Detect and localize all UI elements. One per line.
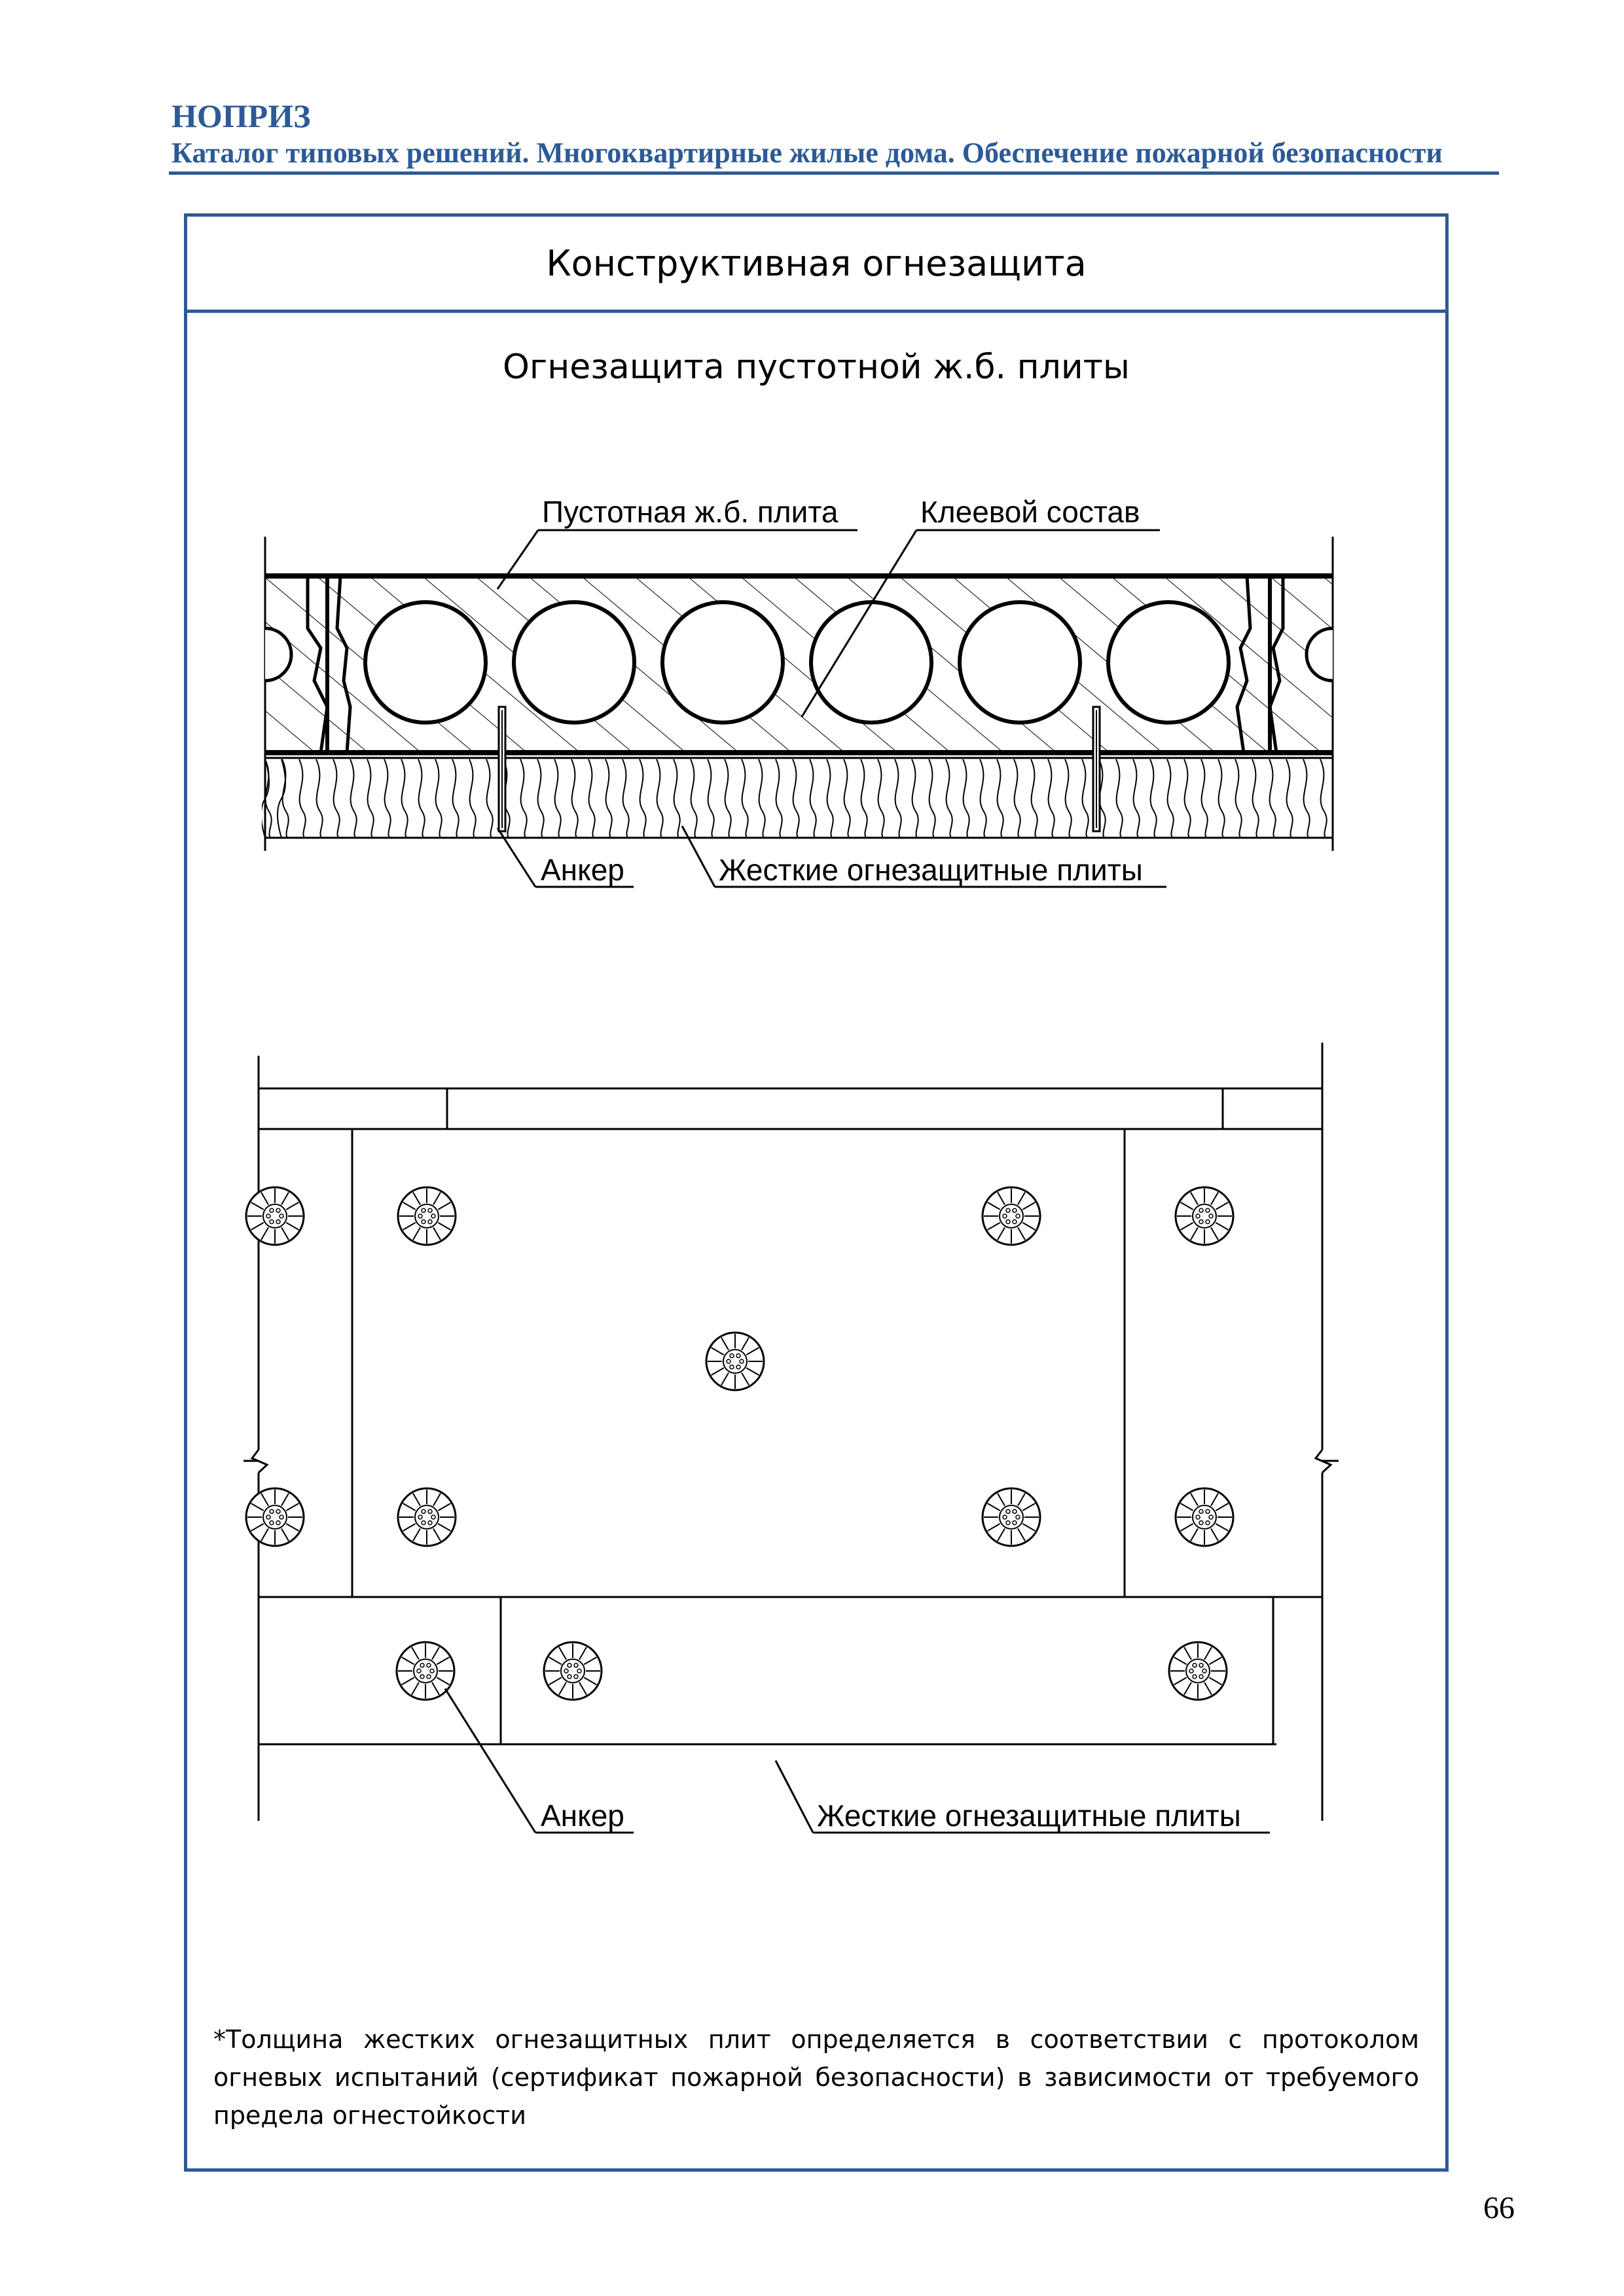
anchor-washer-icon xyxy=(246,1488,304,1546)
section-view xyxy=(261,495,1333,887)
label-anchor-section: Анкер xyxy=(541,853,624,887)
plan-view xyxy=(244,1043,1339,1833)
label-hollow-slab: Пустотная ж.б. плита xyxy=(542,495,839,529)
label-anchor-plan: Анкер xyxy=(541,1799,624,1833)
page-number: 66 xyxy=(1483,2191,1515,2225)
anchor-washer-icon xyxy=(983,1488,1040,1546)
anchor-washer-icon xyxy=(398,1488,456,1546)
anchor-washer-icon xyxy=(1176,1488,1233,1546)
header-subtitle: Каталог типовых решений. Многоквартирные жилые дома. Обеспечение пожарной безопасности xyxy=(171,137,1443,169)
section-title: Конструктивная огнезащита xyxy=(187,217,1445,313)
fire-protection-boards-section xyxy=(261,758,1333,838)
footnote: *Толщина жестких огнезащитных плит определяется в соответствии с протоколом огневых испытаний (сертификат пожарной безопасности) в зависимости от требуемого предела огнестойкости xyxy=(213,2025,1419,2130)
anchor-section-left xyxy=(499,707,505,831)
anchor-washer-icon xyxy=(983,1187,1040,1245)
label-adhesive: Клеевой состав xyxy=(920,495,1140,529)
anchor-washer-icon xyxy=(706,1333,764,1390)
hollow-core-slab xyxy=(265,576,1333,753)
figure-title: Огнезащита пустотной ж.б. плиты xyxy=(503,348,1130,387)
header-org: НОПРИЗ xyxy=(171,98,311,134)
label-boards-plan: Жесткие огнезащитные плиты xyxy=(817,1799,1241,1833)
anchor-washer-icon xyxy=(1169,1642,1227,1700)
anchor-washer-icon xyxy=(1176,1187,1233,1245)
anchor-washer-icon xyxy=(398,1187,456,1245)
label-boards-section: Жесткие огнезащитные плиты xyxy=(719,853,1143,887)
anchor-washer-icon xyxy=(246,1187,304,1245)
anchor-section-right xyxy=(1093,707,1100,831)
anchor-washer-icon xyxy=(544,1642,602,1700)
